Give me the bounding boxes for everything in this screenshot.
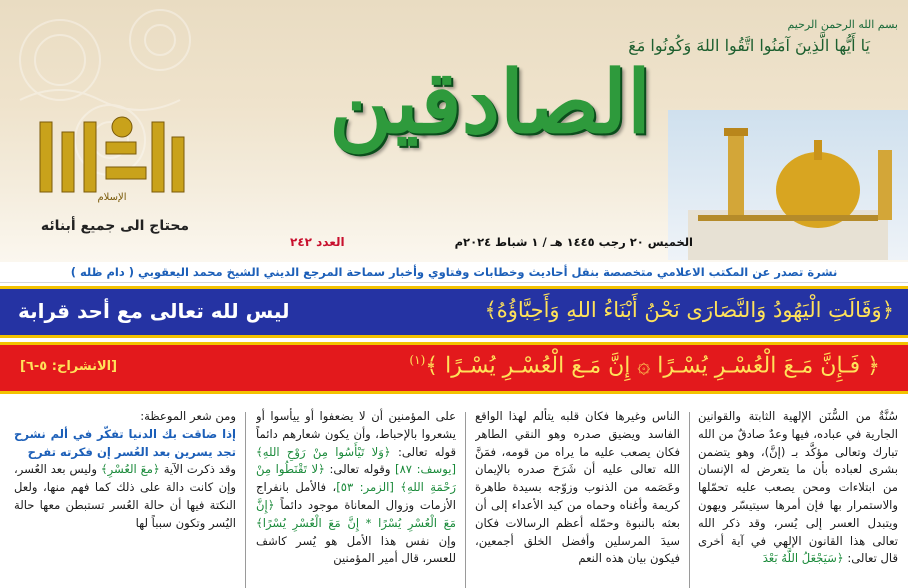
column-3-quote-2: ﴿لا تَقْنَطُوا مِنْ رَحْمَةِ اللهِ﴾ [الزمر: ٥٣] — [256, 462, 456, 495]
top-verse: يَا أَيُّها الَّذِينَ آمَنُوا اتَّقُوا اللهَ وَكُونُوا مَعَ — [628, 36, 870, 55]
newsletter-title: الصادقين — [329, 52, 651, 153]
sermon-poem: إذا ضاقت بك الدنيا تفكّر في ألم نشرح تجد يسرين بعد العُسر إن فكرته تفرح — [14, 426, 236, 459]
blue-band-title: ليس لله تعالى مع أحد قرابة — [18, 299, 290, 323]
shrine-illustration — [668, 120, 908, 260]
basmala: بسم الله الرحمن الرحيم — [787, 18, 898, 31]
article-column-3 — [256, 408, 456, 588]
column-3-text-d: وإن نفس هذا الأمل هو يُسر كاشف للعسر، قال أمير المؤمنين — [256, 533, 456, 566]
red-band-verse-text: ﴿ فَـإِنَّ مَـعَ الْعُسْـرِ يُسْـرًا ۞ إِنَّ مَـعَ الْعُسْـرِ يُسْـرًا ﴾ — [425, 353, 880, 379]
column-divider — [689, 412, 690, 588]
red-band-reference: [الانشراح: ٥-٦] — [20, 359, 118, 374]
column-4-text-b: وقد ذكرت الآية — [163, 462, 236, 477]
column-3-text-c: ، فالأمل بانفراج الأزمات وزوال المعاناة موجود دائماً — [256, 480, 456, 512]
column-4-text-c: وليس بعد العُسر، وإن كانت دالة على ذلك كما فهم منها، ولعل النكتة فيها أن حالة العُسر تستبطن معها حالة اليُسر وتكون سبباً لها — [14, 462, 236, 530]
column-3-text-a: على المؤمنين أن لا يضعفوا أو ييأسوا أو يشعروا بالإحباط، وأن يكون شعارهم دائماً قوله تعالى: — [256, 409, 456, 459]
article-column-1 — [698, 408, 898, 588]
column-divider — [465, 412, 466, 588]
article-column-4 — [14, 408, 236, 588]
column-1-quote: ﴿سَيَجْعَلُ اللَّهُ بَعْدَ — [762, 551, 844, 566]
column-3-quote-3: ﴿إِنَّ مَعَ الْعُسْرِ يُسْرًا * إِنَّ مَعَ الْعُسْرِ يُسْرًا﴾ — [256, 497, 456, 530]
islam-calligraphy-logo — [22, 112, 202, 204]
masthead — [0, 0, 908, 262]
blue-band-verse: ﴿وَقَالَتِ الْيَهُودُ وَالنَّصَارَى نَحْنُ أَبْنَاءُ اللهِ وَأَحِبَّاؤُهُ﴾ — [484, 298, 894, 322]
column-1-text: سُنَّةٌ من السُّنَن الإلهية الثابتة والقوانين الجارية في عباده، فيها وعدٌ صادقٌ من الله تبارك وتعالى مؤكَّد بـ (إنَّ)، وهو يتضمن بشرى لعباده بأن ما يتعرض له الإنسان من ابتلاءات ومحن يصعب عليه تحمّلها والاستمرار بها فإن أمرها سيتيسّر ويهون ويتبدل العسر إلى يُسر، وقد ذكر الله تعالى هذا القانون الإلهي في آية أخرى قال تعالى: — [698, 409, 898, 566]
column-divider — [245, 412, 246, 588]
dateline: الخميس ٢٠ رجب ١٤٤٥ هـ / ١ شباط ٢٠٢٤م — [454, 235, 693, 249]
publisher-strip: نشرة تصدر عن المكتب الاعلامي متخصصة بنقل أحاديث وخطابات وفتاوي وأخبار سماحة المرجع الديني الشيخ محمد اليعقوبي ( دام ظله ) — [0, 262, 908, 283]
logo-text: الإسلام — [97, 192, 127, 203]
headline-band-red — [0, 342, 908, 394]
red-band-note: (١) — [409, 353, 426, 367]
logo-subtitle: محتاج الى جميع أبنائه — [40, 218, 190, 234]
column-3-text-b: وقوله تعالى: — [329, 462, 391, 477]
red-band-verse — [409, 353, 880, 378]
column-4-quote: ﴿معَ العُسْرِ﴾ — [100, 462, 160, 477]
column-4-text-a: ومن شعر الموعظة: — [140, 409, 236, 423]
article-column-2 — [475, 408, 680, 588]
column-2-text: الناس وغيرها فكان قلبه يتألم لهذا الواقع الفاسد ويضيق صدره وهو النقي الطاهر فكان يصعب عليه ما يراه من قومه، فمَنَّ الله تعالى عليه أن شَرَحَ صدره بالإيمان وعَصَمه من الذنوب وزوّجه بسيدة طاهرة كريمة وأغناه وحماه من كيد الأعداء إلى أن بعثه بالنبوة وحمّله أعظم الرسالات فكان سيدَ المرسلين وأفضل الخلق أجمعين، فيكون بيان هذه النعم — [475, 409, 680, 566]
column-3-quote-1: ﴿وَلا تَيْأَسُوا مِنْ رَوْحِ اللهِ﴾ [يوسف: ٨٧] — [256, 444, 456, 477]
issue-number: العدد ٢٤٢ — [290, 235, 345, 249]
article-columns — [0, 408, 908, 588]
headline-band-blue — [0, 286, 908, 338]
